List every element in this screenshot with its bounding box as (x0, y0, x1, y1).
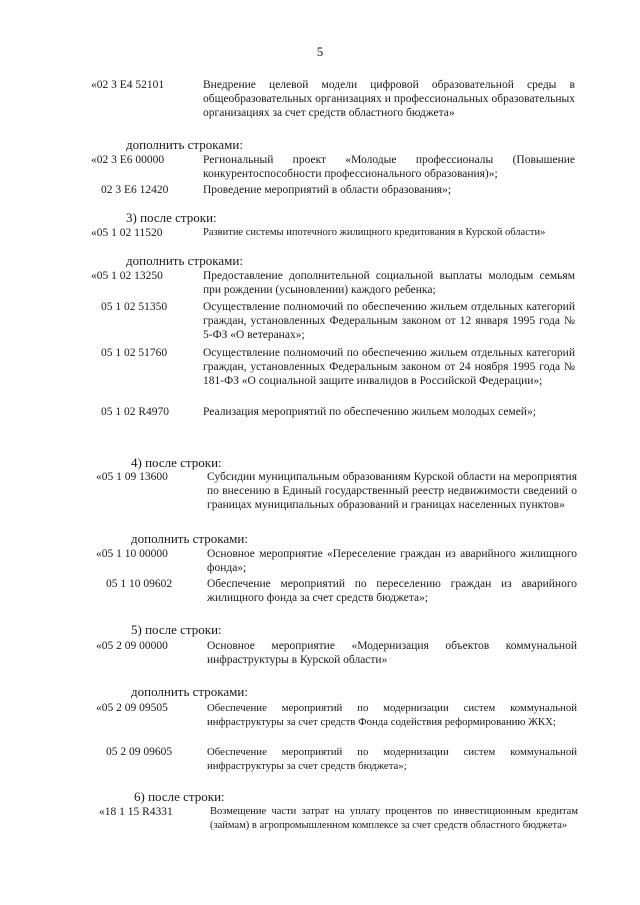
item-description: Осуществление полномочий по обеспечению жильем отдельных категорий граждан, установленных Федеральным законом от 12 января 1995 года № 5-ФЗ «О ветеранах»; (203, 301, 575, 341)
item-description: Внедрение целевой модели цифровой образовательной среды в общеобразовательных организациях и профессиональных образовательных организациях за счет средств областного бюджета» (203, 79, 575, 119)
page-number: 5 (316, 44, 324, 59)
budget-code: 05 1 02 51760 (101, 347, 168, 359)
item-description: Субсидии муниципальным образованиям Курской области на мероприятия по внесению в Единый государственный реестр недвижимости сведений о границах муниципальных образований и границах населенных пунктов» (207, 471, 577, 511)
budget-code: «05 2 09 09505 (96, 702, 168, 714)
item-description: Проведение мероприятий в области образования»; (203, 184, 452, 196)
section-heading: дополнить строками: (131, 531, 248, 546)
budget-code: 05 1 02 R4970 (101, 406, 170, 418)
item-description: Региональный проект «Молодые профессионалы (Повышение конкурентоспособности профессионального образования)»; (203, 154, 575, 180)
item-description: Возмещение части затрат на уплату процентов по инвестиционным кредитам (займам) в агропромышленном комплексе за счет средств областного бюджета» (210, 806, 578, 831)
item-description: Основное мероприятие «Модернизация объектов коммунальной инфраструктуры в Курской области» (207, 640, 577, 666)
item-description: Обеспечение мероприятий по модернизации систем коммунальной инфраструктуры за счет средств бюджета»; (207, 746, 577, 772)
budget-code: «05 1 09 13600 (96, 471, 168, 483)
budget-code: 05 1 10 09602 (106, 578, 173, 590)
budget-code: 05 2 09 09605 (106, 746, 173, 758)
budget-code: «02 3 E6 00000 (91, 154, 165, 166)
budget-code: «05 2 09 00000 (96, 640, 168, 652)
section-heading: дополнить строками: (126, 137, 243, 152)
budget-code: «05 1 10 00000 (96, 548, 168, 560)
budget-code: «05 1 02 11520 (91, 227, 163, 239)
section-heading: дополнить строками: (126, 253, 243, 268)
item-description: Обеспечение мероприятий по переселению граждан из аварийного жилищного фонда за счет средств бюджета»; (207, 578, 577, 604)
budget-code: 05 1 02 51350 (101, 301, 168, 313)
section-heading: 5) после строки: (131, 622, 222, 637)
section-heading: 4) после строки: (131, 455, 222, 470)
item-description: Обеспечение мероприятий по модернизации систем коммунальной инфраструктуры за счет средств Фонда содействия реформированию ЖКХ; (207, 702, 577, 728)
budget-code: «18 1 15 R4331 (99, 806, 173, 818)
item-description: Развитие системы ипотечного жилищного кредитования в Курской области» (203, 227, 546, 238)
section-heading: дополнить строками: (131, 684, 248, 699)
budget-code: «05 1 02 13250 (91, 270, 163, 282)
item-description: Реализация мероприятий по обеспечению жильем молодых семей»; (203, 406, 536, 418)
item-description: Основное мероприятие «Переселение граждан из аварийного жилищного фонда»; (207, 548, 577, 574)
budget-code: «02 3 E4 52101 (91, 79, 165, 91)
item-description: Осуществление полномочий по обеспечению жильем отдельных категорий граждан, установленных Федеральным законом от 24 ноября 1995 года № 181-ФЗ «О социальной защите инвалидов в Российской Федерации»; (203, 347, 575, 387)
section-heading: 6) после строки: (134, 789, 225, 804)
section-heading: 3) после строки: (126, 210, 217, 225)
budget-code: 02 3 E6 12420 (101, 184, 169, 196)
item-description: Предоставление дополнительной социальной выплаты молодым семьям при рождении (усыновлении) каждого ребенка; (203, 270, 575, 296)
